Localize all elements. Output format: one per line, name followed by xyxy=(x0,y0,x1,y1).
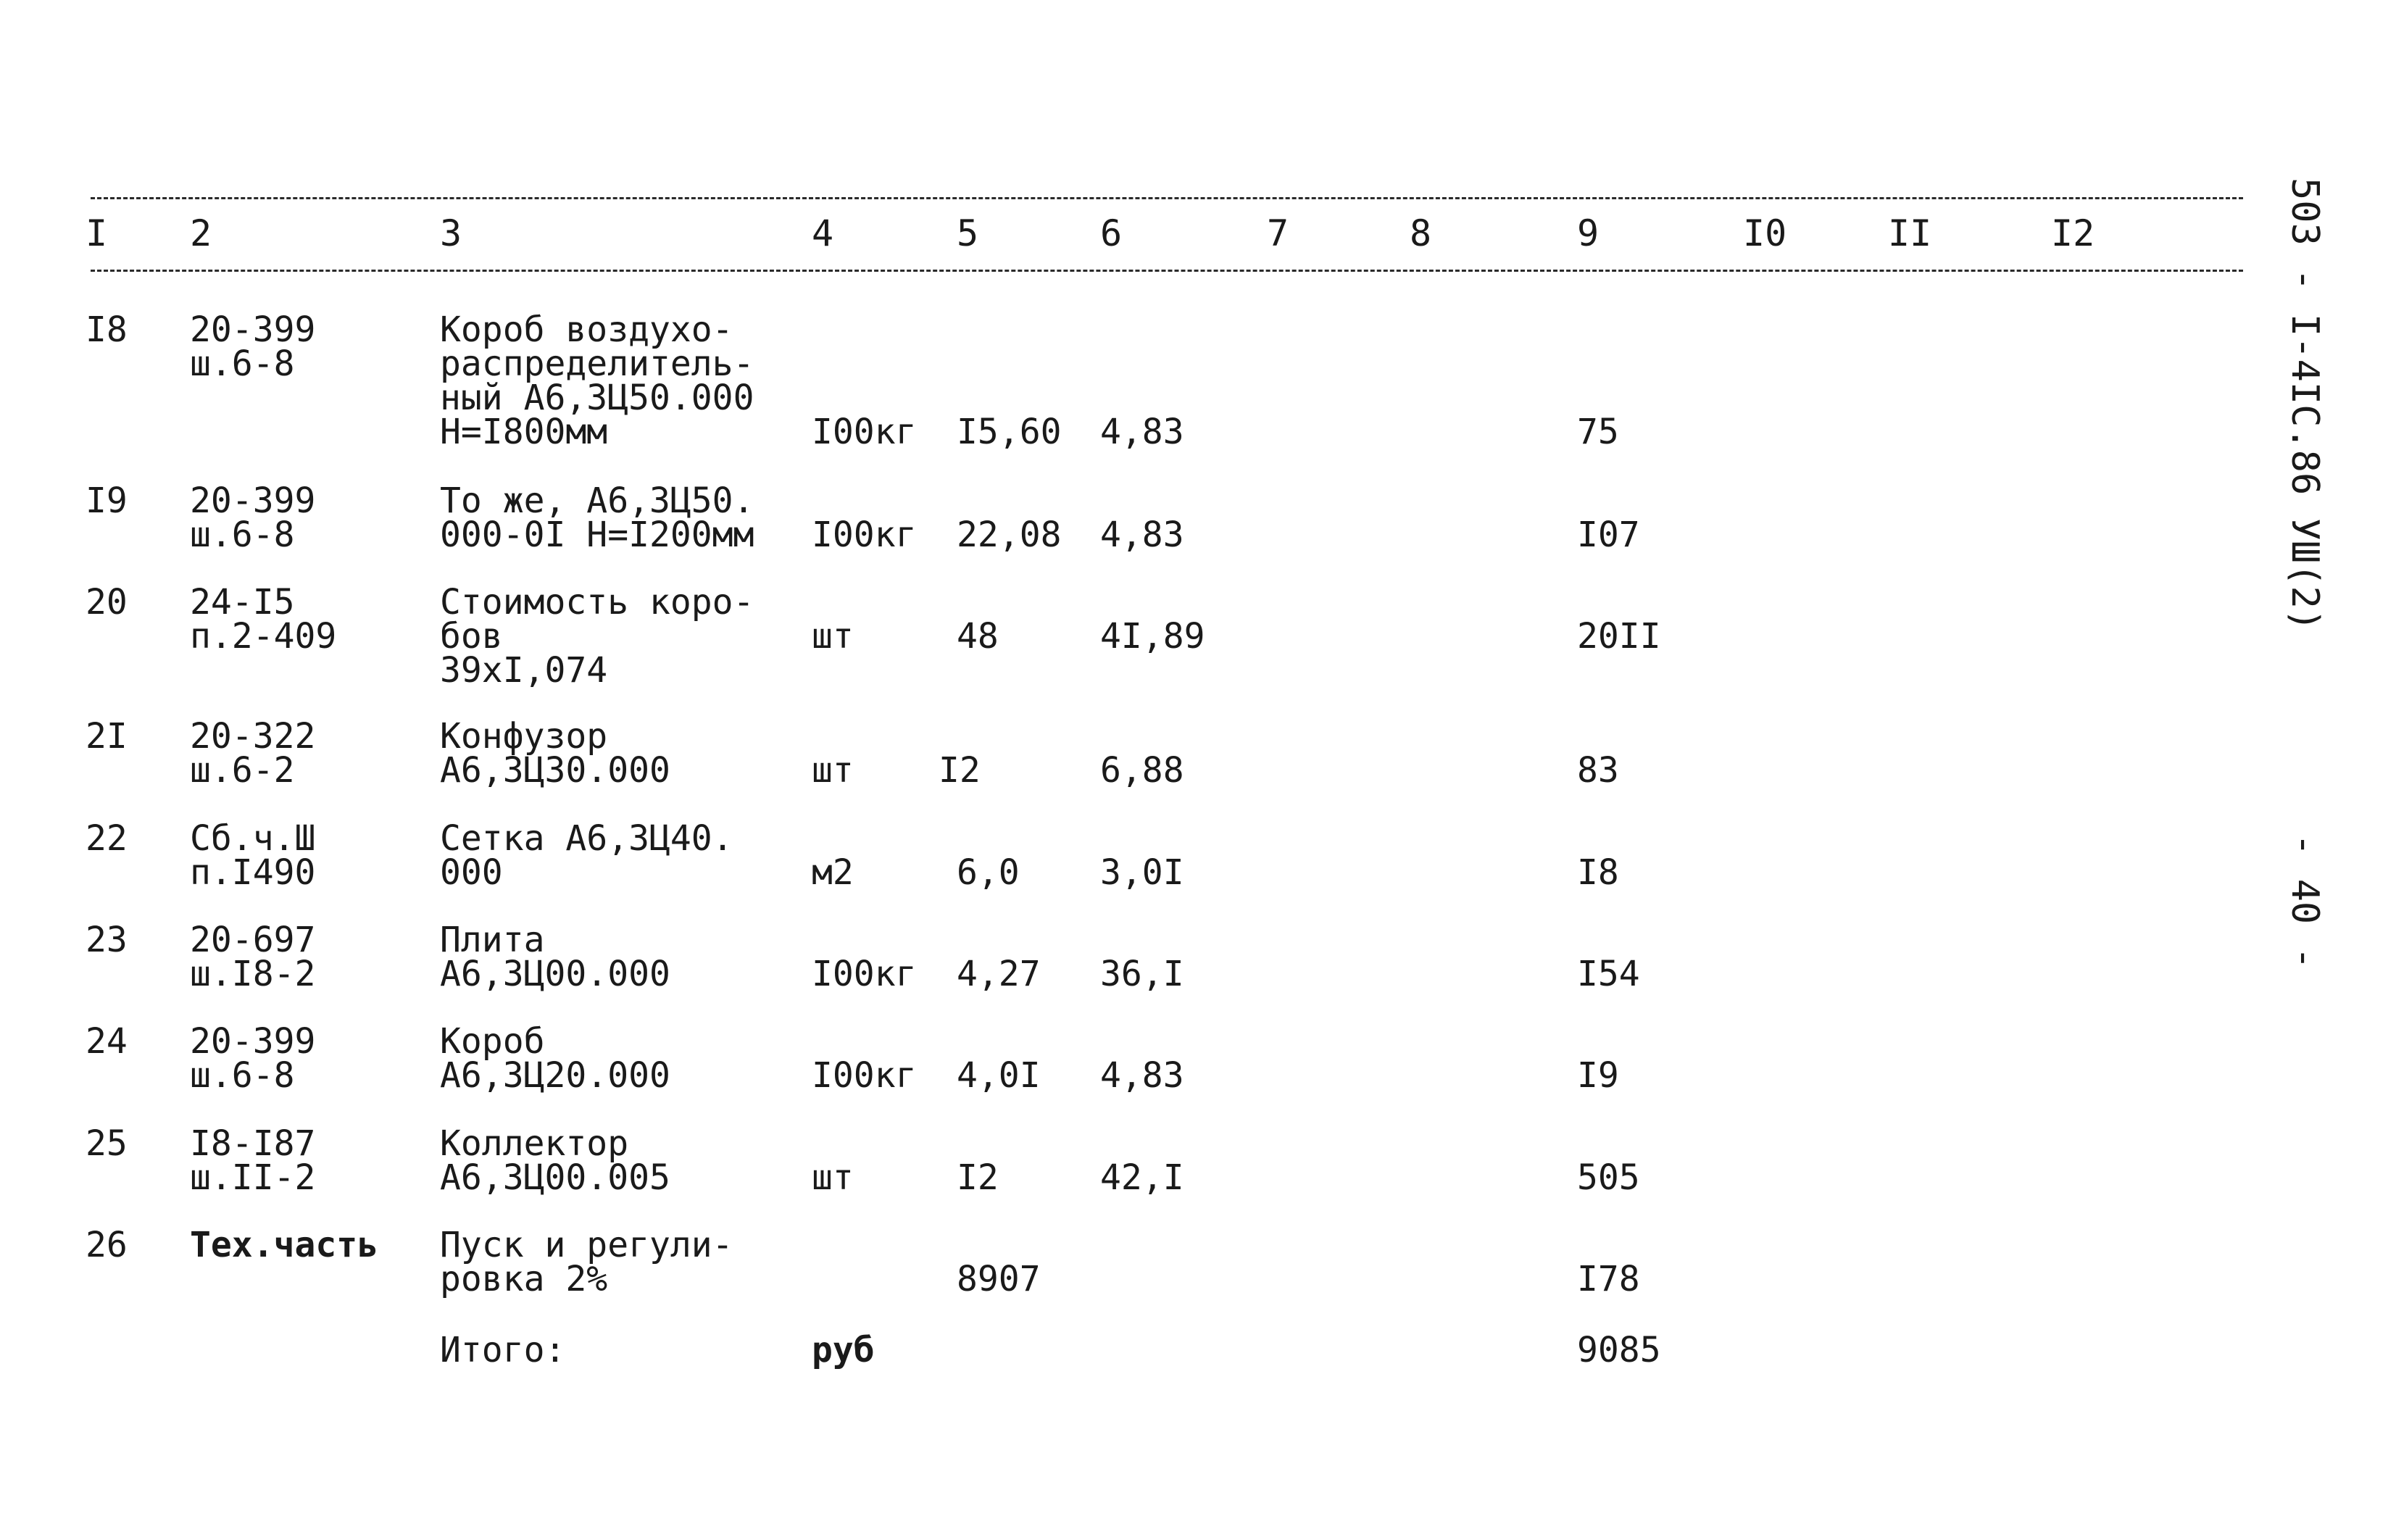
column-number-7: 7 xyxy=(1267,212,1289,254)
header-bottom-rule xyxy=(91,270,2243,272)
row-quantity: 4,0I xyxy=(957,1055,1041,1096)
row-name xyxy=(440,1021,670,1096)
row-name-line: Плита xyxy=(440,920,545,960)
row-unit: м2 xyxy=(812,852,854,893)
row-quantity: I2 xyxy=(957,1157,999,1198)
row-quantity: I2 xyxy=(939,750,981,791)
row-name-line: ровка 2% xyxy=(440,1259,608,1299)
row-code xyxy=(190,818,316,893)
summary-label: Итого: xyxy=(440,1330,566,1370)
row-code-line: Сб.ч.Ш xyxy=(190,818,316,859)
row-name xyxy=(440,1123,670,1198)
row-code-line: ш.I8-2 xyxy=(190,954,316,994)
row-quantity: 6,0 xyxy=(957,852,1020,893)
row-unit: I00кг xyxy=(812,954,917,994)
summary-unit: руб xyxy=(812,1330,875,1370)
row-code xyxy=(190,480,316,555)
row-price: 4,83 xyxy=(1100,1055,1184,1096)
row-name-line: Сетка А6,3Ц40. xyxy=(440,818,733,859)
row-price: 36,I xyxy=(1100,954,1184,994)
column-number-6: 6 xyxy=(1100,212,1123,254)
row-code-line: 20-399 xyxy=(190,309,316,350)
row-code-line: ш.6-2 xyxy=(190,750,295,791)
row-number: 24 xyxy=(86,1021,128,1062)
row-code-line: ш.6-8 xyxy=(190,1055,295,1096)
row-name-line: То же, А6,3Ц50. xyxy=(440,480,754,521)
row-price: 42,I xyxy=(1100,1157,1184,1198)
row-name xyxy=(440,716,670,791)
row-name xyxy=(440,582,754,691)
row-code xyxy=(190,920,316,994)
row-code xyxy=(190,1021,316,1096)
document-code: 503 - I-4IC.86 УШ(2) xyxy=(2283,178,2326,632)
row-unit: I00кг xyxy=(812,515,917,555)
row-price: 4,83 xyxy=(1100,515,1184,555)
page-number-stamp xyxy=(2276,833,2341,978)
column-number-2: 2 xyxy=(190,212,212,254)
header-top-rule xyxy=(91,197,2243,199)
row-total: I54 xyxy=(1577,954,1640,994)
row-code-line: 20-322 xyxy=(190,716,316,757)
row-name xyxy=(440,818,733,893)
row-name-line: А6,3Ц00.000 xyxy=(440,954,670,994)
column-number-1: I xyxy=(86,212,108,254)
column-number-8: 8 xyxy=(1410,212,1432,254)
row-name-line: 39хI,074 xyxy=(440,650,608,691)
row-code xyxy=(190,1225,379,1265)
row-price: 4I,89 xyxy=(1100,616,1205,657)
summary-total: 9085 xyxy=(1577,1330,1661,1370)
row-total: 505 xyxy=(1577,1157,1640,1198)
row-code-line: п.2-409 xyxy=(190,616,337,657)
row-name-line: Конфузор xyxy=(440,716,608,757)
row-code xyxy=(190,716,316,791)
row-code-line: ш.II-2 xyxy=(190,1157,316,1198)
row-name-line: А6,3Ц20.000 xyxy=(440,1055,670,1096)
row-code-line: ш.6-8 xyxy=(190,344,295,384)
row-name-line: Стоимость коро- xyxy=(440,582,754,623)
row-price: 6,88 xyxy=(1100,750,1184,791)
row-unit: шт xyxy=(812,750,854,791)
column-number-3: 3 xyxy=(440,212,462,254)
page-number: - 40 - xyxy=(2283,833,2326,970)
row-code-line: 20-399 xyxy=(190,480,316,521)
row-name-line: 000 xyxy=(440,852,503,893)
row-unit: I00кг xyxy=(812,1055,917,1096)
row-name xyxy=(440,920,670,994)
row-code-line: I8-I87 xyxy=(190,1123,316,1164)
row-code xyxy=(190,582,337,657)
row-number: 26 xyxy=(86,1225,128,1265)
row-quantity: I5,60 xyxy=(957,412,1062,452)
row-quantity: 22,08 xyxy=(957,515,1062,555)
row-unit: I00кг xyxy=(812,412,917,452)
row-code-line: ш.6-8 xyxy=(190,515,295,555)
row-name xyxy=(440,480,754,555)
row-total: I78 xyxy=(1577,1259,1640,1299)
row-price: 3,0I xyxy=(1100,852,1184,893)
row-code-line: Тех.часть xyxy=(190,1225,379,1265)
row-name xyxy=(440,309,754,452)
row-code-line: п.I490 xyxy=(190,852,316,893)
row-price: 4,83 xyxy=(1100,412,1184,452)
row-name-line: Короб xyxy=(440,1021,545,1062)
row-name-line: распределитель- xyxy=(440,344,754,384)
row-code-line: 20-399 xyxy=(190,1021,316,1062)
row-number: I8 xyxy=(86,309,128,350)
row-code-line: 20-697 xyxy=(190,920,316,960)
column-number-11: II xyxy=(1888,212,1932,254)
row-name-line: бов xyxy=(440,616,503,657)
row-total: I9 xyxy=(1577,1055,1619,1096)
row-name-line: Н=I800мм xyxy=(440,412,608,452)
row-total: I07 xyxy=(1577,515,1640,555)
row-unit: шт xyxy=(812,616,854,657)
row-name-line: А6,3Ц00.005 xyxy=(440,1157,670,1198)
row-unit: шт xyxy=(812,1157,854,1198)
row-code xyxy=(190,1123,316,1198)
row-total: 83 xyxy=(1577,750,1619,791)
row-total: 75 xyxy=(1577,412,1619,452)
row-total: I8 xyxy=(1577,852,1619,893)
row-number: 22 xyxy=(86,818,128,859)
row-code xyxy=(190,309,316,384)
column-number-9: 9 xyxy=(1577,212,1600,254)
row-number: 20 xyxy=(86,582,128,623)
row-name-line: Пуск и регули- xyxy=(440,1225,733,1265)
row-number: 2I xyxy=(86,716,128,757)
row-name-line: 000-0I Н=I200мм xyxy=(440,515,754,555)
row-name-line: А6,3Ц30.000 xyxy=(440,750,670,791)
row-name-line: ный А6,3Ц50.000 xyxy=(440,378,754,418)
row-quantity: 4,27 xyxy=(957,954,1041,994)
document-code-stamp xyxy=(2276,178,2341,632)
row-code-line: 24-I5 xyxy=(190,582,295,623)
row-quantity: 48 xyxy=(957,616,999,657)
row-total: 20II xyxy=(1577,616,1661,657)
row-quantity: 8907 xyxy=(957,1259,1041,1299)
row-number: I9 xyxy=(86,480,128,521)
row-number: 25 xyxy=(86,1123,128,1164)
row-name xyxy=(440,1225,733,1299)
column-number-5: 5 xyxy=(957,212,979,254)
column-number-4: 4 xyxy=(812,212,834,254)
column-number-12: I2 xyxy=(2051,212,2095,254)
row-number: 23 xyxy=(86,920,128,960)
row-name-line: Коллектор xyxy=(440,1123,629,1164)
column-number-10: I0 xyxy=(1743,212,1787,254)
row-name-line: Короб воздухо- xyxy=(440,309,733,350)
